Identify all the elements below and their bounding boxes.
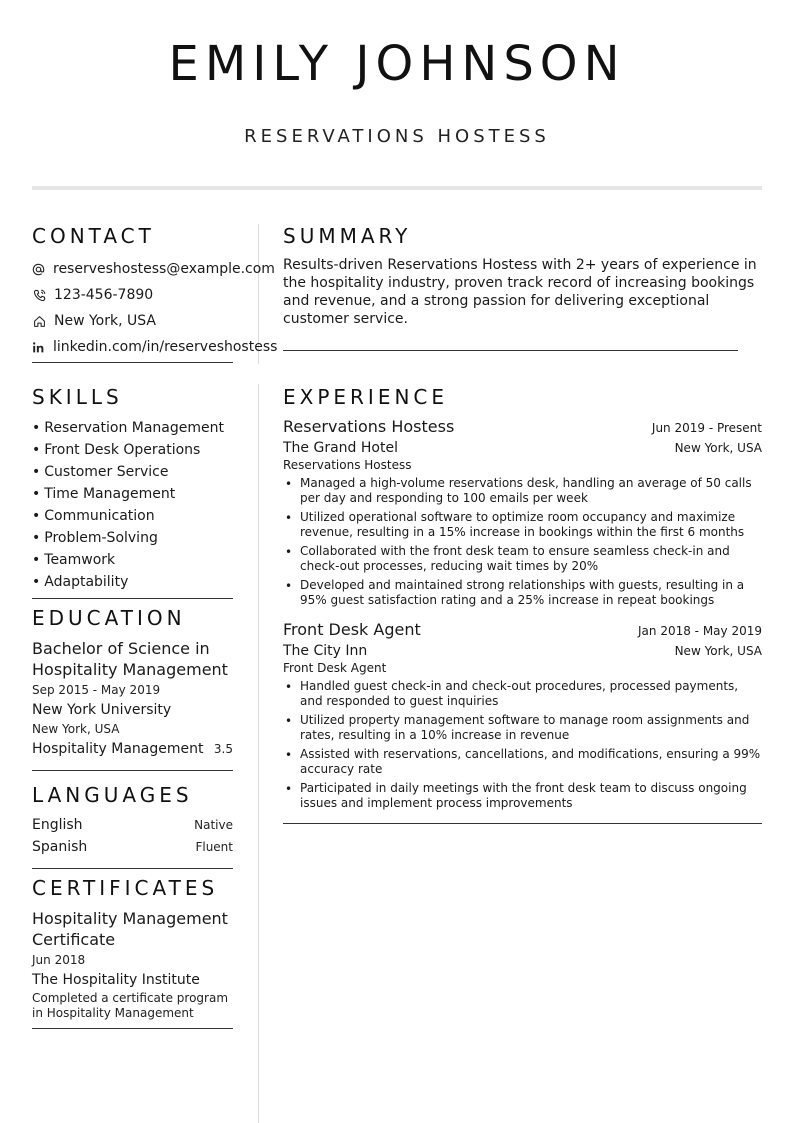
job-header-row <box>283 620 762 639</box>
field-of-study: Hospitality Management <box>32 741 204 757</box>
language-name: Spanish <box>32 839 88 855</box>
job-company-row <box>283 440 762 456</box>
list-item: • Developed and maintained strong relationships with guests, resulting in a 95% guest satisfaction rating and a 25% increase in repeat bookings <box>283 578 762 608</box>
language-name: English <box>32 817 83 833</box>
job-title: RESERVATIONS HOSTESS <box>244 126 550 147</box>
job-entry <box>283 620 762 811</box>
skill-item: • Adaptability <box>32 571 233 593</box>
skill-item: • Front Desk Operations <box>32 439 233 461</box>
certificate-description: Completed a certificate program in Hospitality Management <box>32 991 229 1020</box>
languages-divider <box>32 868 233 869</box>
job-bullets <box>283 476 762 608</box>
job-dates: Jan 2018 - May 2019 <box>638 624 762 638</box>
location-text: New York, USA <box>54 313 156 329</box>
job-position: Reservations Hostess <box>283 417 455 436</box>
contact-divider <box>32 362 233 363</box>
contact-phone <box>32 282 233 308</box>
header-divider <box>32 186 762 190</box>
summary-section <box>283 224 762 351</box>
education-dates: Sep 2015 - May 2019 <box>32 683 161 697</box>
contact-heading: CONTACT <box>32 224 155 248</box>
candidate-name: EMILY JOHNSON <box>168 36 626 92</box>
skill-item: • Communication <box>32 505 233 527</box>
languages-section <box>32 783 233 869</box>
contact-linkedin <box>32 334 278 360</box>
job-location: New York, USA <box>674 441 762 455</box>
certificate-date: Jun 2018 <box>32 953 86 967</box>
gpa-value: 3.5 <box>213 742 233 756</box>
skill-item: • Time Management <box>32 483 233 505</box>
linkedin-icon <box>32 340 45 354</box>
home-icon <box>32 314 46 328</box>
contact-location <box>32 308 233 334</box>
job-company-row <box>283 643 762 659</box>
job-bullets <box>283 679 762 811</box>
experience-heading: EXPERIENCE <box>283 385 449 409</box>
language-row <box>32 815 233 837</box>
contact-email <box>32 256 275 282</box>
certificates-section <box>32 876 233 1029</box>
degree-name: Bachelor of Science in Hospitality Management <box>32 639 228 679</box>
certificate-name: Hospitality Management Certificate <box>32 909 228 949</box>
education-heading: EDUCATION <box>32 606 186 630</box>
email-text[interactable]: reserveshostess@example.com <box>53 261 275 277</box>
summary-heading: SUMMARY <box>283 224 412 248</box>
skills-heading: SKILLS <box>32 385 123 409</box>
languages-heading: LANGUAGES <box>32 783 193 807</box>
school-name: New York University <box>32 702 172 718</box>
job-role: Front Desk Agent <box>283 661 387 675</box>
skill-item: • Customer Service <box>32 461 233 483</box>
phone-text[interactable]: 123-456-7890 <box>54 287 154 303</box>
school-location: New York, USA <box>32 722 120 736</box>
list-item: • Utilized property management software to manage room assignments and rates, resulting in a 10% increase in revenue <box>283 713 762 743</box>
skill-item: • Teamwork <box>32 549 233 571</box>
education-section <box>32 606 233 771</box>
job-dates: Jun 2019 - Present <box>651 421 762 435</box>
education-divider <box>32 770 233 771</box>
job-location: New York, USA <box>674 644 762 658</box>
column-divider-bottom <box>258 384 259 1123</box>
list-item: • Participated in daily meetings with the front desk team to discuss ongoing issues and implement process improvements <box>283 781 762 811</box>
language-row <box>32 837 233 859</box>
job-entry <box>283 417 762 608</box>
job-header-row <box>283 417 762 436</box>
education-field-row <box>32 739 233 760</box>
skill-item: • Reservation Management <box>32 417 233 439</box>
skills-section <box>32 385 233 599</box>
job-position: Front Desk Agent <box>283 620 421 639</box>
linkedin-text[interactable]: linkedin.com/in/reserveshostess <box>53 339 278 355</box>
summary-divider <box>283 350 738 351</box>
list-item: • Utilized operational software to optimize room occupancy and maximize revenue, resulting in a 15% increase in bookings within the first 6 months <box>283 510 762 540</box>
experience-divider <box>283 823 762 824</box>
job-role: Reservations Hostess <box>283 458 412 472</box>
language-level: Fluent <box>195 840 233 854</box>
skill-item: • Problem-Solving <box>32 527 233 549</box>
phone-icon <box>32 288 46 302</box>
job-company: The Grand Hotel <box>283 440 398 456</box>
experience-section <box>283 385 762 824</box>
language-level: Native <box>194 818 233 832</box>
list-item: • Managed a high-volume reservations desk, handling an average of 50 calls per day and responding to 100 emails per week <box>283 476 762 506</box>
list-item: • Handled guest check-in and check-out procedures, processed payments, and responded to guest inquiries <box>283 679 762 709</box>
list-item: • Collaborated with the front desk team to ensure seamless check-in and check-out processes, reducing wait times by 20% <box>283 544 762 574</box>
job-company: The City Inn <box>283 643 368 659</box>
certificates-heading: CERTIFICATES <box>32 876 219 900</box>
list-item: • Assisted with reservations, cancellations, and modifications, ensuring a 99% accuracy rate <box>283 747 762 777</box>
certificates-divider <box>32 1028 233 1029</box>
certificate-issuer: The Hospitality Institute <box>32 972 200 988</box>
at-icon <box>32 262 45 276</box>
contact-section <box>32 224 278 363</box>
summary-text: Results-driven Reservations Hostess with 2+ years of experience in the hospitality industry, proven track record of increasing bookings and revenue, and a strong passion for delivering exceptional customer service. <box>283 257 757 327</box>
skills-divider <box>32 598 233 599</box>
